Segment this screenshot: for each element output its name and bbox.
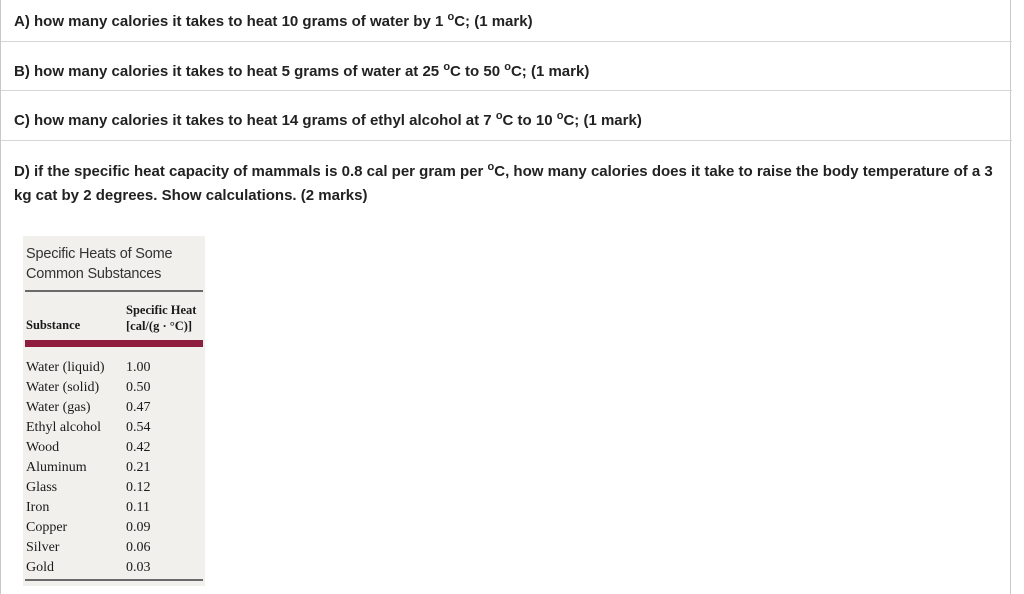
table-row	[26, 458, 166, 478]
substance-name: Silver	[26, 540, 60, 555]
table-body	[26, 358, 166, 578]
specific-heats-table	[23, 236, 205, 586]
table-row	[26, 378, 166, 398]
table-rule-header	[25, 340, 203, 347]
substance-name: Wood	[26, 440, 60, 455]
specific-heat-value: 0.54	[126, 420, 151, 435]
substance-name: Copper	[26, 520, 68, 535]
specific-heat-value: 1.00	[126, 360, 151, 375]
table-row	[26, 418, 166, 438]
specific-heat-value: 0.21	[126, 460, 151, 475]
table-row	[26, 358, 166, 378]
question-b: B) how many calories it takes to heat 5 grams of water at 25 $^o$C to 50 $^o$C; (1 mark)	[14, 61, 590, 80]
table-row	[26, 558, 166, 578]
divider	[1, 140, 1012, 141]
substance-name: Ethyl alcohol	[26, 420, 102, 435]
substance-name: Water (liquid)	[26, 360, 105, 375]
substance-name: Iron	[26, 500, 50, 515]
table-rule-bottom	[25, 579, 203, 581]
substance-name: Gold	[26, 560, 54, 575]
specific-heat-value: 0.06	[126, 540, 151, 555]
specific-heat-value: 0.12	[126, 480, 151, 495]
question-a: A) how many calories it takes to heat 10 grams of water by 1 $^o$C; (1 mark)	[14, 11, 533, 30]
table-row	[26, 398, 166, 418]
header-substance: Substance	[26, 318, 81, 332]
specific-heat-value: 0.47	[126, 400, 151, 415]
substance-name: Water (solid)	[26, 380, 100, 395]
table-rule-top	[25, 290, 203, 292]
table-row	[26, 438, 166, 458]
question-c: C) how many calories it takes to heat 14 grams of ethyl alcohol at 7 $^o$C to 10 $^o$C; (1 mark)	[14, 110, 642, 129]
specific-heat-value: 0.09	[126, 520, 151, 535]
question-d: D) if the specific heat capacity of mammals is 0.8 cal per gram per $^o$C, how many calories does it take to raise the body temperature of a 3 kg cat by 2 degrees. Show calculations. (2 marks)	[14, 161, 993, 204]
substance-name: Water (gas)	[26, 400, 91, 415]
header-specific-heat: Specific Heat [cal/(g · °C)]	[126, 303, 197, 333]
specific-heat-value: 0.50	[126, 380, 151, 395]
table-title: Specific Heats of Some Common Substances	[26, 246, 173, 282]
specific-heat-value: 0.11	[126, 500, 150, 515]
substance-name: Aluminum	[26, 460, 87, 475]
table-row	[26, 478, 166, 498]
table-row	[26, 538, 166, 558]
divider	[1, 41, 1012, 42]
divider	[1, 90, 1012, 91]
specific-heat-value: 0.42	[126, 440, 151, 455]
table-row	[26, 518, 166, 538]
specific-heat-value: 0.03	[126, 560, 151, 575]
substance-name: Glass	[26, 480, 58, 495]
table-row	[26, 498, 166, 518]
